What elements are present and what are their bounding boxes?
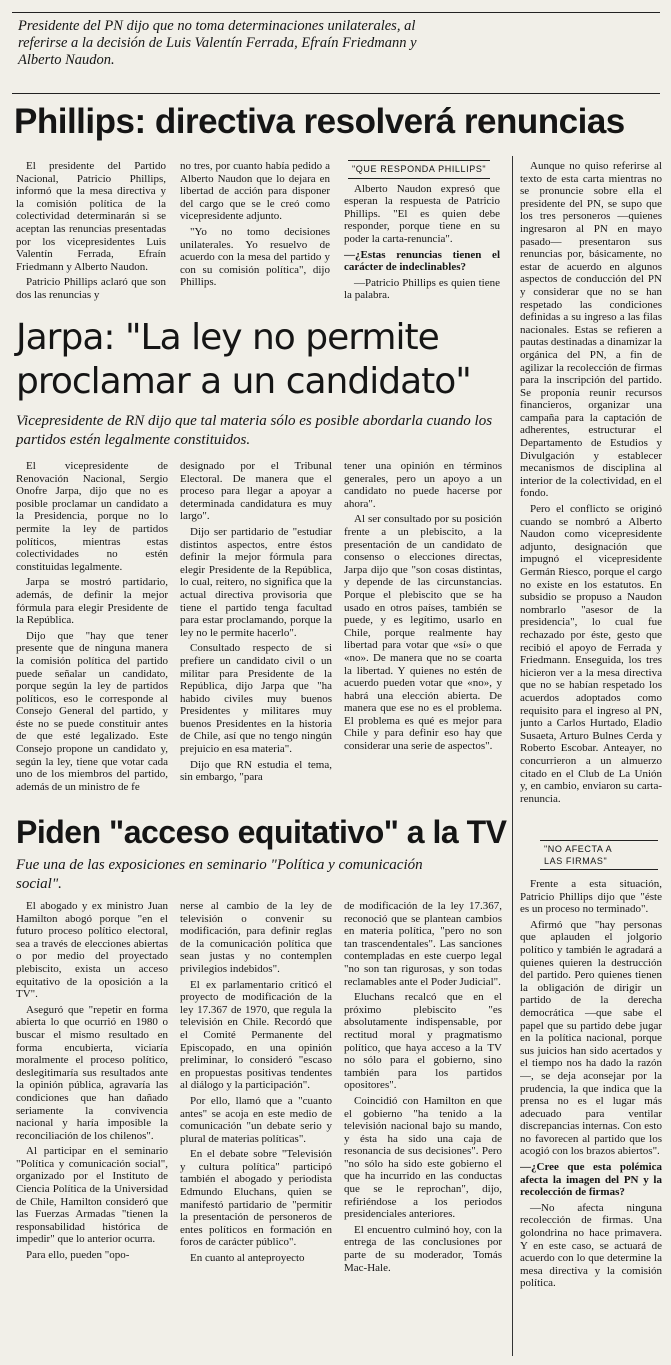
paragraph: tener una opinión en términos generales, pero un apoyo a un candidato no puede hacerse por ahora". <box>344 460 502 510</box>
story2-column-2 <box>180 460 332 810</box>
question: —¿Cree que esta polémica afecta la imagen del PN y la recolección de firmas? <box>520 1161 662 1199</box>
paragraph: El ex parlamentario criticó el proyecto de modificación de la ley 17.367 de 1970, que regula la televisión en Chile. Recordó que el Comité Permanente del Episcopado, en una opinión preliminar, lo consideró "escaso en propuestas positivas tendentes al diálogo y la participación". <box>180 978 332 1092</box>
question: —¿Estas renuncias tienen el carácter de indeclinables? <box>344 248 500 274</box>
paragraph: Dijo que "hay que tener presente que de ninguna manera la comisión política del partido puede señalar un candidato, porque según la ley de partidos políticos, eso le corresponde al Consejo General del partido, y éste no se puede constituir antes de que esté legalizado. Este Consejo propone un candidato y, según la ley, tiene que votar cada uno de los miembros del partido, además de un ministro de fe <box>16 629 168 793</box>
story3-column-2 <box>180 900 332 1358</box>
paragraph: Aunque no quiso referirse al texto de esta carta mientras no se pronuncie sobre ella el presidente del PN, se supo que los tres personeros —quienes ingresaron al PN en mayo pasado— presentaron sus renuncias por, básicamente, no estar de acuerdo en algunos aspectos de conducción del PN y considerar que no se han respetado las condiciones definidas a su ingreso a las filas nacionales. Estas se refieren a pautas destinadas a dinamizar la orgánica del PN, a fin de agilizar la recolección de firmas para la inscripción del partido. Se proponía reunir recursos financieros, organizar una campaña para la captación de adherentes, estructurar el Departamento de Estudios y Divulgación y establecer mecanismos de disciplina al interior de la colectividad, en el fondo. <box>520 160 662 500</box>
story2-deck-wrap <box>16 412 506 450</box>
story2-headline-line-2: proclamar a un candidato" <box>16 361 471 402</box>
story1-column-1 <box>16 160 166 312</box>
paragraph: de modificación de la ley 17.367, reconoció que se plantean cambios en materia política, "pero no son tan trascendentales". Las sanciones contempladas en este cuerpo legal "no son tan rigurosas, y son todas reclamables ante el Poder Judicial". <box>344 900 502 988</box>
paragraph: Al participar en el seminario "Política y comunicación social", organizado por el Instituto de Ciencia Política de la Universidad de Chile, Hamilton consideró que las Fuerzas Armadas "tienen la responsabilidad histórica de impedir" que lo anterior ocurra. <box>16 1145 168 1246</box>
story1-kicker: Presidente del PN dijo que no toma determinaciones unilaterales, al referirse a la decisión de Luis Valentín Ferrada, Efraín Friedmann y Alberto Naudon. <box>18 18 417 68</box>
box-heading-line: LAS FIRMAS" <box>544 856 608 866</box>
paragraph: Dijo que RN estudia el tema, sin embargo, "para <box>180 758 332 784</box>
story2-headline-line-1: Jarpa: "La ley no permite <box>16 317 439 358</box>
paragraph: Aseguró que "repetir en forma abierta lo que ocurrió en 1980 o buscar el mismo resultado en forma encubierta, viciaría moralmente el proceso político, deslegitimaría sus resultados ante la opinión pública, agravaría las condiciones que han dañado seriamente la convivencia nacional y haría imposible la reconciliación de los chilenos". <box>16 1003 168 1142</box>
paragraph: Consultado respecto de si prefiere un candidato civil o un militar para Presidente de la República, dijo Jarpa que "ha habido civiles muy buenos Presidentes y militares muy buenos Presidentes en la historia de Chile, así que no tengo ningún prejuicio en esa materia". <box>180 642 332 756</box>
paragraph: —Patricio Phillips es quien tiene la palabra. <box>344 276 500 302</box>
paragraph: Para ello, pueden "opo- <box>26 1249 130 1262</box>
story1-column-2 <box>180 160 330 312</box>
paragraph: Afirmó que "hay personas que aplauden el jolgorio político y también le agradará a quienes quieren la destrucción del partido. Pero quienes tienen la obligación de dirigir un partido de la derecha democrática —que sabe el papel que su partido debe jugar en la política nacional, porque sus juicios han sido acertados y el tiempo nos ha dado la razón—, se deja aconsejar por la prudencia, la que indica que la prensa no es el lugar más adecuado para ventilar discrepancias internas. Con esto no favorecen al partido que los acogió con los brazos abiertos". <box>520 918 662 1158</box>
paragraph: Frente a esta situación, Patricio Phillips dijo que "éste es un proceso no terminado". <box>520 878 662 916</box>
box-heading-line: "NO AFECTA A <box>544 844 613 854</box>
story2-column-3 <box>344 460 502 810</box>
paragraph: designado por el Tribunal Electoral. De manera que el proceso para llegar a apoyar a determinada candidatura es muy largo". <box>180 460 332 523</box>
kicker-rule <box>12 93 660 94</box>
story3-headline-wrap <box>16 812 512 852</box>
paragraph: Pero el conflicto se originó cuando se nombró a Alberto Naudon como vicepresidente adjunto, designación que impugnó el vicepresidente Germán Riesco, porque el cargo no existe en los estatutos. En subsidio se propuso a Naudon nombrarlo "asesor de la presidencia", lo cual fue rechazado por éste, gesto que recibió el apoyo de Ferrada y Friedmann. Enseguida, los tres hicieron ver a la mesa directiva que no se habían respetado los acuerdos adoptados como requisito para el ingreso al PN, junto a Carlos Hurtado, Eladio Susaeta, Arturo Bulnes Cerda y Roberto Escobar. Anteayer, no concurrieron a un almuerzo citado en el Club de La Unión y, en cambio, enviaron su carta-renuncia. <box>520 503 662 805</box>
paragraph: Coincidió con Hamilton en que el gobierno "ha tenido a la televisión nacional bajo su mando, y ésta ha sido una caja de resonancia de sus decisiones". Pero "no sólo ha sido este gobierno el que ha incurrido en las conductas que se le reprochan", dijo, refiriéndose a los periodos presidenciales anteriores. <box>344 1094 502 1221</box>
story1-column-3 <box>344 160 500 312</box>
story1-headline: Phillips: directiva resolverá renuncias <box>14 102 625 141</box>
paragraph: Por ello, llamó que a "cuanto antes" se acoja en este medio de comunicación "un debate serio y plural de materias políticas". <box>180 1094 332 1145</box>
paragraph: Eluchans recalcó que en el próximo plebiscito "es absolutamente indispensable, por rectitud moral y pragmatismo político, que haya acceso a la TV no sólo para el gobierno, sino también para los partidos opositores". <box>344 991 502 1092</box>
paragraph: En el debate sobre "Televisión y cultura política" participó también el abogado y periodista Edmundo Eluchans, quien se manifestó partidario de "permitir la presentación de personeros de entes políticos en formación en foros de carácter público". <box>180 1148 332 1249</box>
story1-kicker-wrap <box>18 18 438 69</box>
story1-column-4 <box>520 160 662 830</box>
story1-column-4b <box>520 878 662 1358</box>
top-rule <box>12 12 660 13</box>
box-heading-que-responda: "QUE RESPONDA PHILLIPS" <box>348 160 490 179</box>
box-heading-no-afecta <box>540 840 658 870</box>
paragraph: Alberto Naudon expresó que esperan la respuesta de Patricio Phillips. "El es quien debe responder, porque tiene en su poder la carta-renuncia". <box>344 182 500 245</box>
paragraph: "Yo no tomo decisiones unilaterales. Yo resuelvo de acuerdo con la mesa del partido y con su comisión política", dijo Phillips. <box>180 225 330 289</box>
paragraph: Patricio Phillips aclaró que son dos las renuncias y <box>16 276 166 301</box>
paragraph: En cuanto al anteproyecto <box>190 1252 305 1265</box>
story1-headline-wrap <box>14 100 664 144</box>
paragraph: El encuentro culminó hoy, con la entrega de las conclusiones por parte de su moderador, Tomás Mac-Hale. <box>344 1223 502 1274</box>
story3-deck: Fue una de las exposiciones en seminario "Política y comunicación social". <box>16 857 423 892</box>
paragraph: —No afecta ninguna recolección de firmas. Una golondrina no hace primavera. Y en este caso, se actuará de acuerdo con lo que determine la mesa directiva y la comisión política. <box>520 1201 662 1290</box>
paragraph: Al ser consultado por su posición frente a un plebiscito, a la presentación de un candidato de consenso o elecciones directas, Jarpa dijo que "son cosas distintas, y depende de las circunstancias. Porque el plebiscito que se ha usado en otros países, también se puede, y es legítimo, usarlo en Chile, porque realmente hay libertad para votar que «sí» o que «no». De manera que no se coarta la libertad. Y quienes no estén de acuerdo pueden votar que «no», y habrá una elección abierta. De manera que ese no es el problema. El problema es qué es mejor para Chile y para definir eso hay que considerar una serie de aspectos". <box>344 513 502 753</box>
story3-column-3 <box>344 900 502 1358</box>
paragraph: Jarpa se mostró partidario, además, de definir la mejor fórmula para elegir Presidente de la República. <box>16 576 168 627</box>
story2-column-1 <box>16 460 168 810</box>
paragraph: El presidente del Partido Nacional, Patricio Phillips, informó que la mesa directiva y la comisión política de la colectividad determinarán si se aceptan las renuncias presentadas por los vicepresidentes Luis Valentín Ferrada, Efraín Friedmann y Alberto Naudon. <box>16 160 166 273</box>
paragraph: no tres, por cuanto había pedido a Alberto Naudon que lo dejara en libertad de acción para disponer del cargo que se le creó como vicepresidente adjunto. <box>180 160 330 223</box>
story3-column-1 <box>16 900 168 1358</box>
column-divider <box>512 156 513 1356</box>
story2-headline-wrap <box>16 316 512 404</box>
story2-deck: Vicepresidente de RN dijo que tal materia sólo es posible abordarla cuando los partidos estén legalmente constituidos. <box>16 413 493 448</box>
paragraph: El vicepresidente de Renovación Nacional, Sergio Onofre Jarpa, dijo que no es posible proclamar un candidato a la Presidencia, porque no lo permite la ley de partidos políticos, mientras estas colectividades no estén constituidas legalmente. <box>16 460 168 573</box>
story3-deck-wrap <box>16 856 436 894</box>
paragraph: Dijo ser partidario de "estudiar distintos aspectos, entre éstos definir la mejor fórmula para elegir Presidente de la República, lo cual, reitero, no significa que la actual directiva provisoria que tiene el partido tenga facultad para estar proclamando, porque la ley no le permite hacerlo". <box>180 525 332 639</box>
paragraph: El abogado y ex ministro Juan Hamilton abogó porque "en el futuro proceso político electoral, sea a través de elecciones abiertas o por medio del proyectado plebiscito, exista un acceso equitativo de la oposición a la TV". <box>16 900 168 1001</box>
paragraph: nerse al cambio de la ley de televisión o convenir su modificación, para definir reglas de la comunicación política que sean justas y no contemplen privilegios indebidos". <box>180 900 332 975</box>
story3-headline: Piden "acceso equitativo" a la TV <box>16 814 507 850</box>
